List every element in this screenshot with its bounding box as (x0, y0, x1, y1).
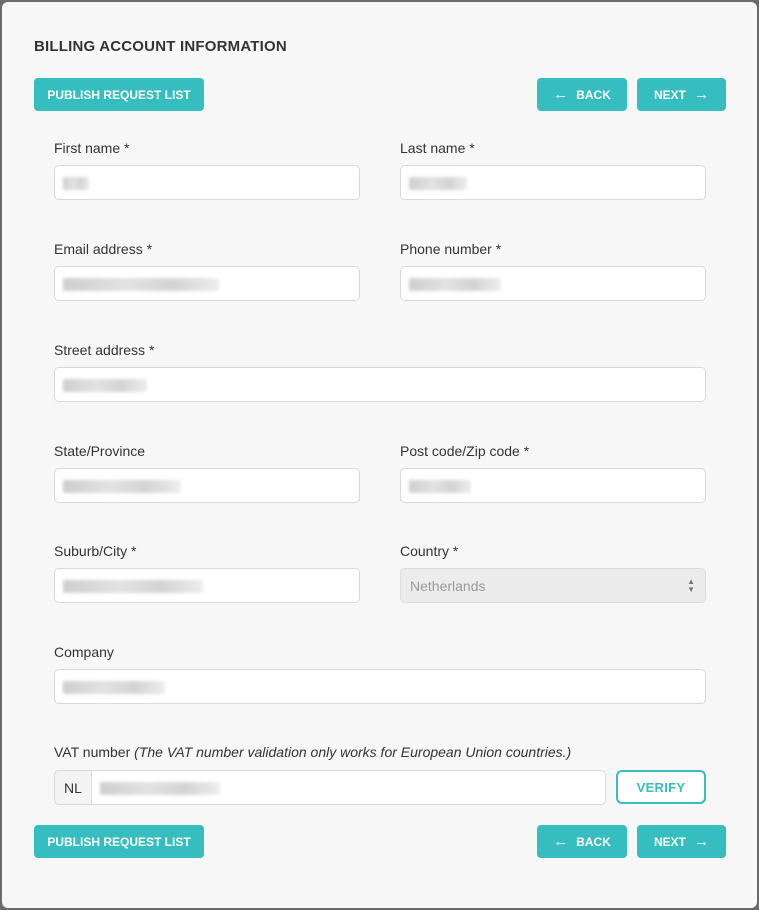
redacted-value (409, 177, 467, 190)
state-label: State/Province (54, 443, 146, 459)
redacted-value (409, 480, 471, 493)
country-value: Netherlands (410, 577, 486, 594)
vat-number-field[interactable] (91, 770, 606, 805)
redacted-value (63, 480, 181, 493)
redacted-value (100, 782, 220, 795)
vat-label (54, 744, 571, 760)
last-name-label: Last name * (400, 140, 475, 156)
redacted-value (63, 580, 203, 593)
page-title: BILLING ACCOUNT INFORMATION (34, 38, 287, 55)
billing-panel (2, 2, 757, 908)
phone-label: Phone number * (400, 241, 502, 257)
company-field[interactable] (54, 669, 706, 704)
arrow-left-icon: ← (553, 86, 569, 103)
email-field[interactable] (54, 266, 360, 301)
redacted-value (63, 278, 219, 291)
publish-request-list-button-top[interactable] (34, 78, 204, 111)
arrow-left-icon: ← (553, 833, 569, 850)
redacted-value (63, 379, 147, 392)
next-label: NEXT (653, 834, 686, 849)
country-select[interactable] (400, 568, 706, 603)
street-address-label: Street address * (54, 342, 155, 358)
publish-request-list-button-bottom[interactable] (34, 825, 204, 858)
street-address-field[interactable] (54, 367, 706, 402)
publish-label: PUBLISH REQUEST LIST (47, 87, 191, 102)
back-label: BACK (576, 87, 611, 102)
email-label: Email address * (54, 241, 153, 257)
arrow-right-icon: → (694, 86, 709, 103)
arrow-right-icon: → (694, 833, 709, 850)
postcode-label: Post code/Zip code * (400, 443, 530, 459)
postcode-field[interactable] (400, 468, 706, 503)
next-button-bottom[interactable] (637, 825, 726, 858)
select-caret-icon: ▲ ▼ (687, 577, 695, 594)
vat-note: (The VAT number validation only works for European Union countries.) (134, 744, 572, 760)
vat-label-text: VAT number (54, 744, 131, 760)
city-field[interactable] (54, 568, 360, 603)
vat-prefix: NL (54, 770, 92, 805)
redacted-value (63, 177, 89, 190)
back-button-bottom[interactable] (537, 825, 627, 858)
back-label: BACK (576, 834, 611, 849)
verify-button[interactable]: VERIFY (616, 770, 706, 804)
first-name-field[interactable] (54, 165, 360, 200)
state-field[interactable] (54, 468, 360, 503)
back-button-top[interactable] (537, 78, 627, 111)
company-label: Company (54, 644, 114, 660)
country-label: Country * (400, 543, 459, 559)
last-name-field[interactable] (400, 165, 706, 200)
publish-label: PUBLISH REQUEST LIST (47, 834, 191, 849)
next-button-top[interactable] (637, 78, 726, 111)
phone-field[interactable] (400, 266, 706, 301)
first-name-label: First name * (54, 140, 130, 156)
next-label: NEXT (653, 87, 686, 102)
city-label: Suburb/City * (54, 543, 137, 559)
redacted-value (409, 278, 501, 291)
redacted-value (63, 681, 165, 694)
